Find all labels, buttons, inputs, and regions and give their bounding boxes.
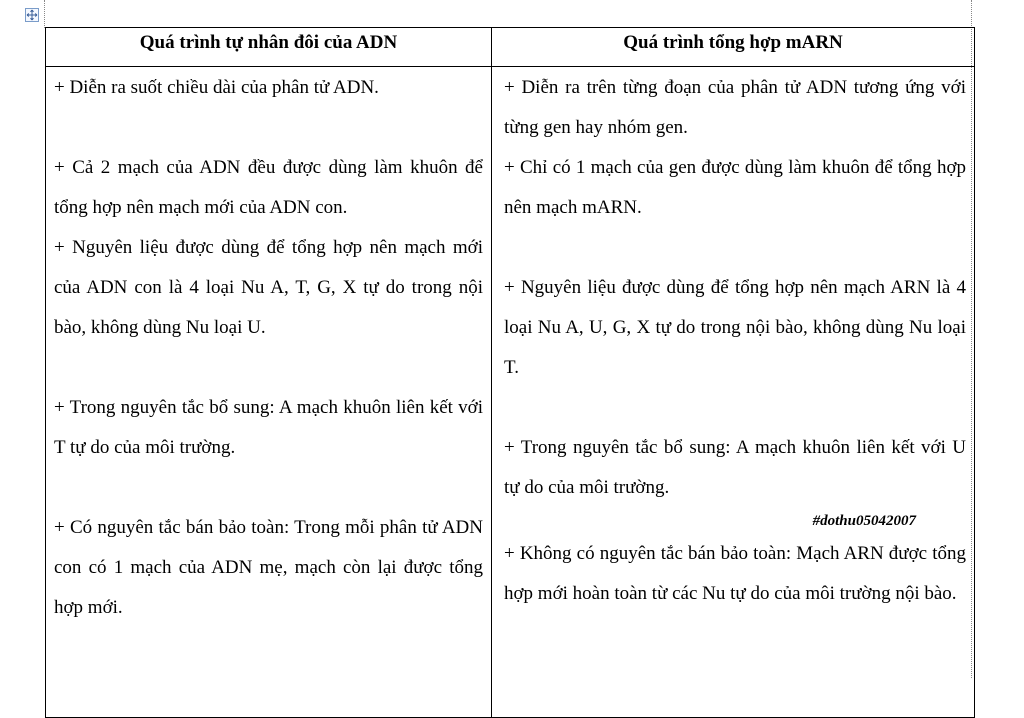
right-column-cell[interactable] xyxy=(492,67,975,718)
left-point-materials: + Nguyên liệu được dùng để tổng hợp nên mạch mới của ADN con là 4 loại Nu A, T, G, X tự do trong nội bào, không dùng Nu loại U. xyxy=(54,237,483,338)
header-marn-synthesis: Quá trình tổng hợp mARN xyxy=(492,28,975,67)
right-point-semiconservative: + Không có nguyên tắc bán bảo toàn: Mạch ARN được tổng hợp mới hoàn toàn từ các Nu tự do của môi trường nội bào. xyxy=(504,543,966,604)
table-boundary-left xyxy=(44,0,45,28)
comparison-table xyxy=(45,27,975,718)
left-point-template: + Cả 2 mạch của ADN đều được dùng làm khuôn để tổng hợp nên mạch mới của ADN con. xyxy=(54,157,483,218)
left-column-cell[interactable] xyxy=(46,67,492,718)
table-move-handle-icon[interactable] xyxy=(25,8,39,22)
right-point-location: + Diễn ra trên từng đoạn của phân tử ADN tương ứng với từng gen hay nhóm gen. xyxy=(504,77,966,138)
left-point-semiconservative: + Có nguyên tắc bán bảo toàn: Trong mỗi phân tử ADN con có 1 mạch của ADN mẹ, mạch còn lại được tổng hợp mới. xyxy=(54,517,483,618)
right-point-template: + Chỉ có 1 mạch của gen được dùng làm khuôn để tổng hợp nên mạch mARN. xyxy=(504,157,966,218)
left-point-complementary: + Trong nguyên tắc bổ sung: A mạch khuôn liên kết với T tự do của môi trường. xyxy=(54,397,483,458)
author-signature: #dothu05042007 xyxy=(812,513,916,529)
left-point-location: + Diễn ra suốt chiều dài của phân tử ADN. xyxy=(54,77,379,98)
table-header-row xyxy=(46,28,975,67)
header-adn-replication: Quá trình tự nhân đôi của ADN xyxy=(46,28,492,67)
table-body-row xyxy=(46,67,975,718)
right-point-materials: + Nguyên liệu được dùng để tổng hợp nên mạch ARN là 4 loại Nu A, U, G, X tự do trong nội bào, không dùng Nu loại T. xyxy=(504,277,966,378)
right-point-complementary: + Trong nguyên tắc bổ sung: A mạch khuôn liên kết với U tự do của môi trường. xyxy=(504,437,966,498)
